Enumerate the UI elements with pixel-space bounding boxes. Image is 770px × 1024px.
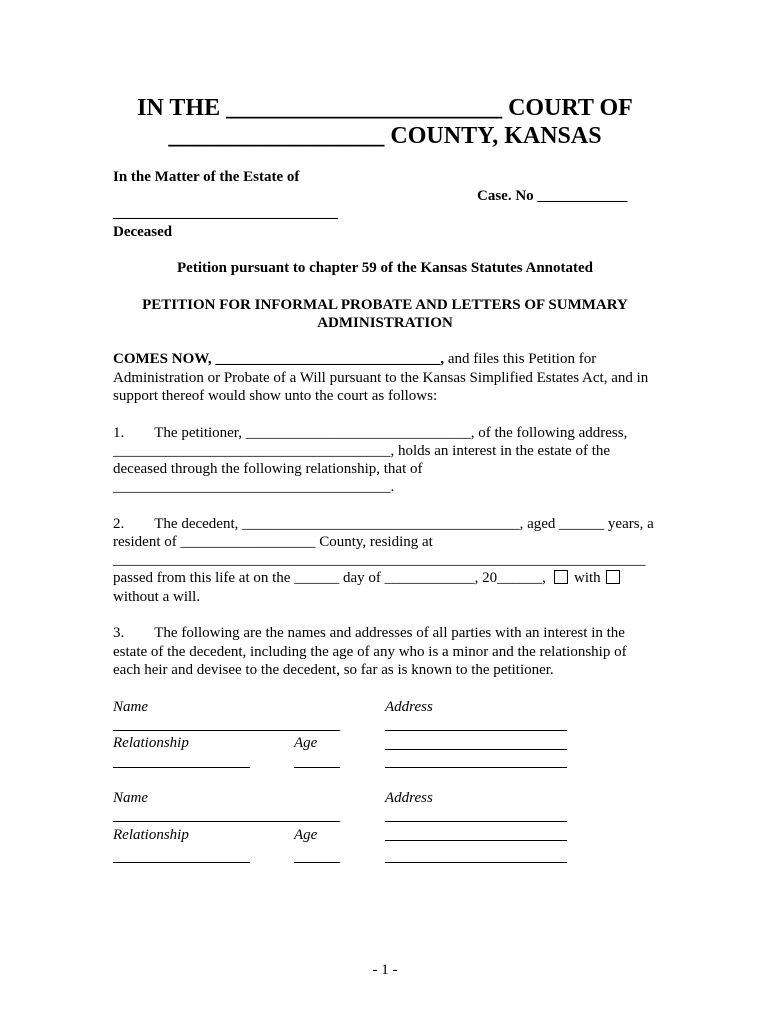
para3-line3: each heir and devisee to the decedent, so far as is known to the petitioner. bbox=[113, 662, 554, 678]
intro-line2: Administration or Probate of a Will pursuant to the Kansas Simplified Estates Act, and in bbox=[113, 370, 649, 386]
party2-name-line[interactable] bbox=[113, 821, 340, 822]
para3-line2: estate of the decedent, including the age of any who is a minor and the relationship of bbox=[113, 644, 627, 660]
party2-age-line[interactable] bbox=[294, 862, 340, 863]
page-number: - 1 - bbox=[372, 962, 398, 978]
para2-line1[interactable]: 2. The decedent, _____________________________________, aged ______ years, a bbox=[113, 516, 654, 532]
party2-address-line2[interactable] bbox=[385, 840, 567, 841]
intro-line1 bbox=[113, 350, 596, 368]
party2-name-label: Name bbox=[113, 790, 148, 806]
party1-relationship-label: Relationship bbox=[113, 735, 189, 751]
party1-age-line[interactable] bbox=[294, 767, 340, 768]
para1-line3: deceased through the following relationship, that of bbox=[113, 461, 423, 477]
party1-address-line3[interactable] bbox=[385, 767, 567, 768]
party2-relationship-line[interactable] bbox=[113, 862, 250, 863]
para2-line4[interactable]: passed from this life at on the ______ day of ____________, 20______, bbox=[113, 570, 546, 586]
party1-age-label: Age bbox=[294, 735, 318, 751]
party2-age-label: Age bbox=[294, 827, 318, 843]
para1-line1[interactable]: 1. The petitioner, ______________________________, of the following address, bbox=[113, 425, 628, 441]
petition-title-line1: PETITION FOR INFORMAL PROBATE AND LETTERS OF SUMMARY bbox=[142, 297, 628, 313]
party1-relationship-line[interactable] bbox=[113, 767, 250, 768]
para3-line1: 3. The following are the names and addresses of all parties with an interest in the bbox=[113, 625, 625, 641]
party1-address-line2[interactable] bbox=[385, 749, 567, 750]
court-heading-line2: __________________ COUNTY, KANSAS bbox=[168, 123, 602, 149]
intro-line3: support thereof would show unto the court as follows: bbox=[113, 388, 438, 404]
comes-now-field[interactable]: COMES NOW, ______________________________, bbox=[113, 351, 445, 367]
without-will-checkbox[interactable] bbox=[606, 570, 620, 584]
party2-address-label: Address bbox=[385, 790, 433, 806]
para2-line2[interactable]: resident of __________________ County, residing at bbox=[113, 534, 433, 550]
with-will-label: with bbox=[574, 570, 601, 586]
petition-title-line2: ADMINISTRATION bbox=[317, 315, 453, 331]
party2-relationship-label: Relationship bbox=[113, 827, 189, 843]
case-number-field[interactable]: Case. No ____________ bbox=[477, 188, 628, 204]
party1-name-line[interactable] bbox=[113, 730, 340, 731]
estate-matter-label: In the Matter of the Estate of bbox=[113, 169, 300, 185]
deceased-label: Deceased bbox=[113, 224, 173, 240]
party1-name-label: Name bbox=[113, 699, 148, 715]
with-will-checkbox[interactable] bbox=[554, 570, 568, 584]
deceased-name-line[interactable]: ______________________________ bbox=[113, 205, 338, 221]
para1-line4[interactable]: _____________________________________. bbox=[113, 479, 395, 495]
para2-residence-line[interactable]: _______________________________________________________________________ bbox=[113, 552, 646, 568]
court-heading-line1: IN THE _______________________ COURT OF bbox=[137, 95, 633, 121]
party1-address-line1[interactable] bbox=[385, 730, 567, 731]
para1-line2[interactable]: _____________________________________, holds an interest in the estate of the bbox=[113, 443, 611, 459]
party2-address-line3[interactable] bbox=[385, 862, 567, 863]
petition-basis-heading: Petition pursuant to chapter 59 of the Kansas Statutes Annotated bbox=[177, 260, 593, 276]
party2-address-line1[interactable] bbox=[385, 821, 567, 822]
party1-address-label: Address bbox=[385, 699, 433, 715]
intro-line1-rest: and files this Petition for bbox=[444, 351, 597, 367]
para2-line5: without a will. bbox=[113, 589, 201, 605]
